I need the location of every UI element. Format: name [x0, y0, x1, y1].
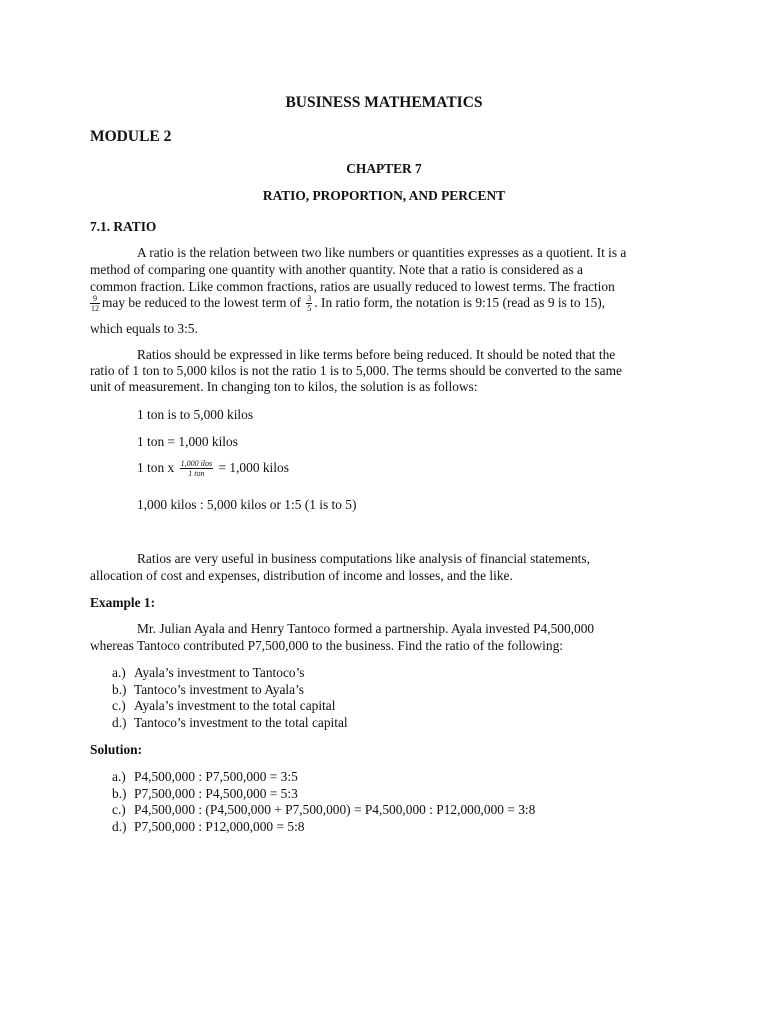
example-line: Mr. Julian Ayala and Henry Tantoco formed a partnership. Ayala invested P4,500,000 [137, 621, 595, 636]
list-item: a.) Ayala’s investment to Tantoco’s [112, 665, 305, 680]
module-heading: MODULE 2 [90, 128, 172, 145]
paragraph-line: ratio of 1 ton to 5,000 kilos is not the ratio 1 is to 5,000. The terms should be converted to the same [90, 363, 622, 378]
chapter-title: RATIO, PROPORTION, AND PERCENT [262, 188, 506, 203]
list-item: d.) Tantoco’s investment to the total capital [112, 715, 348, 730]
chapter-heading: CHAPTER 7 [346, 161, 422, 176]
calculation-line: 1,000 kilos : 5,000 kilos or 1:5 (1 is to 5) [137, 497, 357, 512]
example-line: whereas Tantoco contributed P7,500,000 to the business. Find the ratio of the following: [90, 638, 563, 653]
paragraph-line: Ratios are very useful in business computations like analysis of financial statements, [137, 551, 590, 566]
paragraph-line: A ratio is the relation between two like numbers or quantities expresses as a quotient. It is a [137, 245, 627, 260]
fraction-three-fifths: $\frac{3}{5}$ [307, 294, 312, 314]
solution-item: a.) P4,500,000 : P7,500,000 = 3:5 [112, 769, 298, 784]
calculation-line: 1 ton is to 5,000 kilos [137, 407, 254, 422]
paragraph-line: unit of measurement. In changing ton to kilos, the solution is as follows: [90, 379, 478, 394]
list-item: c.) Ayala’s investment to the total capital [112, 698, 336, 713]
paragraph-line: common fraction. Like common fractions, ratios are usually reduced to lowest terms. The fraction [90, 279, 615, 294]
paragraph-line: Ratios should be expressed in like terms before being reduced. It should be noted that the [137, 347, 616, 362]
paragraph-line: which equals to 3:5. [90, 321, 198, 336]
calculation-line: 1 ton = 1,000 kilos [137, 434, 238, 449]
example-heading: Example 1: [90, 595, 156, 610]
course-title: BUSINESS MATHEMATICS [285, 94, 483, 111]
fraction-nine-twelfths: $\frac{9}{12}$ [91, 294, 99, 314]
paragraph-line-with-fractions: $\frac{9}{12}$ may be reduced to the lowest term of $\frac{3}{5}$ . In ratio form, the notation is 9:15 (read as 9 is to 15), [91, 294, 606, 314]
solution-item: c.) P4,500,000 : (P4,500,000 + P7,500,000) = P4,500,000 : P12,000,000 = 3:8 [112, 802, 536, 817]
calculation-line-with-fraction: 1 ton x $\frac{\text{1,000 ilos}}{\text{1 ton}}$ = 1,000 kilos [137, 459, 289, 479]
solution-item: b.) P7,500,000 : P4,500,000 = 5:3 [112, 786, 298, 801]
section-heading: 7.1. RATIO [90, 219, 157, 234]
paragraph-line: method of comparing one quantity with another quantity. Note that a ratio is considered as a [90, 262, 583, 277]
list-item: b.) Tantoco’s investment to Ayala’s [112, 682, 305, 697]
solution-heading: Solution: [90, 742, 143, 757]
solution-item: d.) P7,500,000 : P12,000,000 = 5:8 [112, 819, 305, 834]
fraction-kilos-per-ton: $\frac{\text{1,000 ilos}}{\text{1 ton}}$ [180, 459, 213, 479]
paragraph-line: allocation of cost and expenses, distribution of income and losses, and the like. [90, 568, 513, 583]
